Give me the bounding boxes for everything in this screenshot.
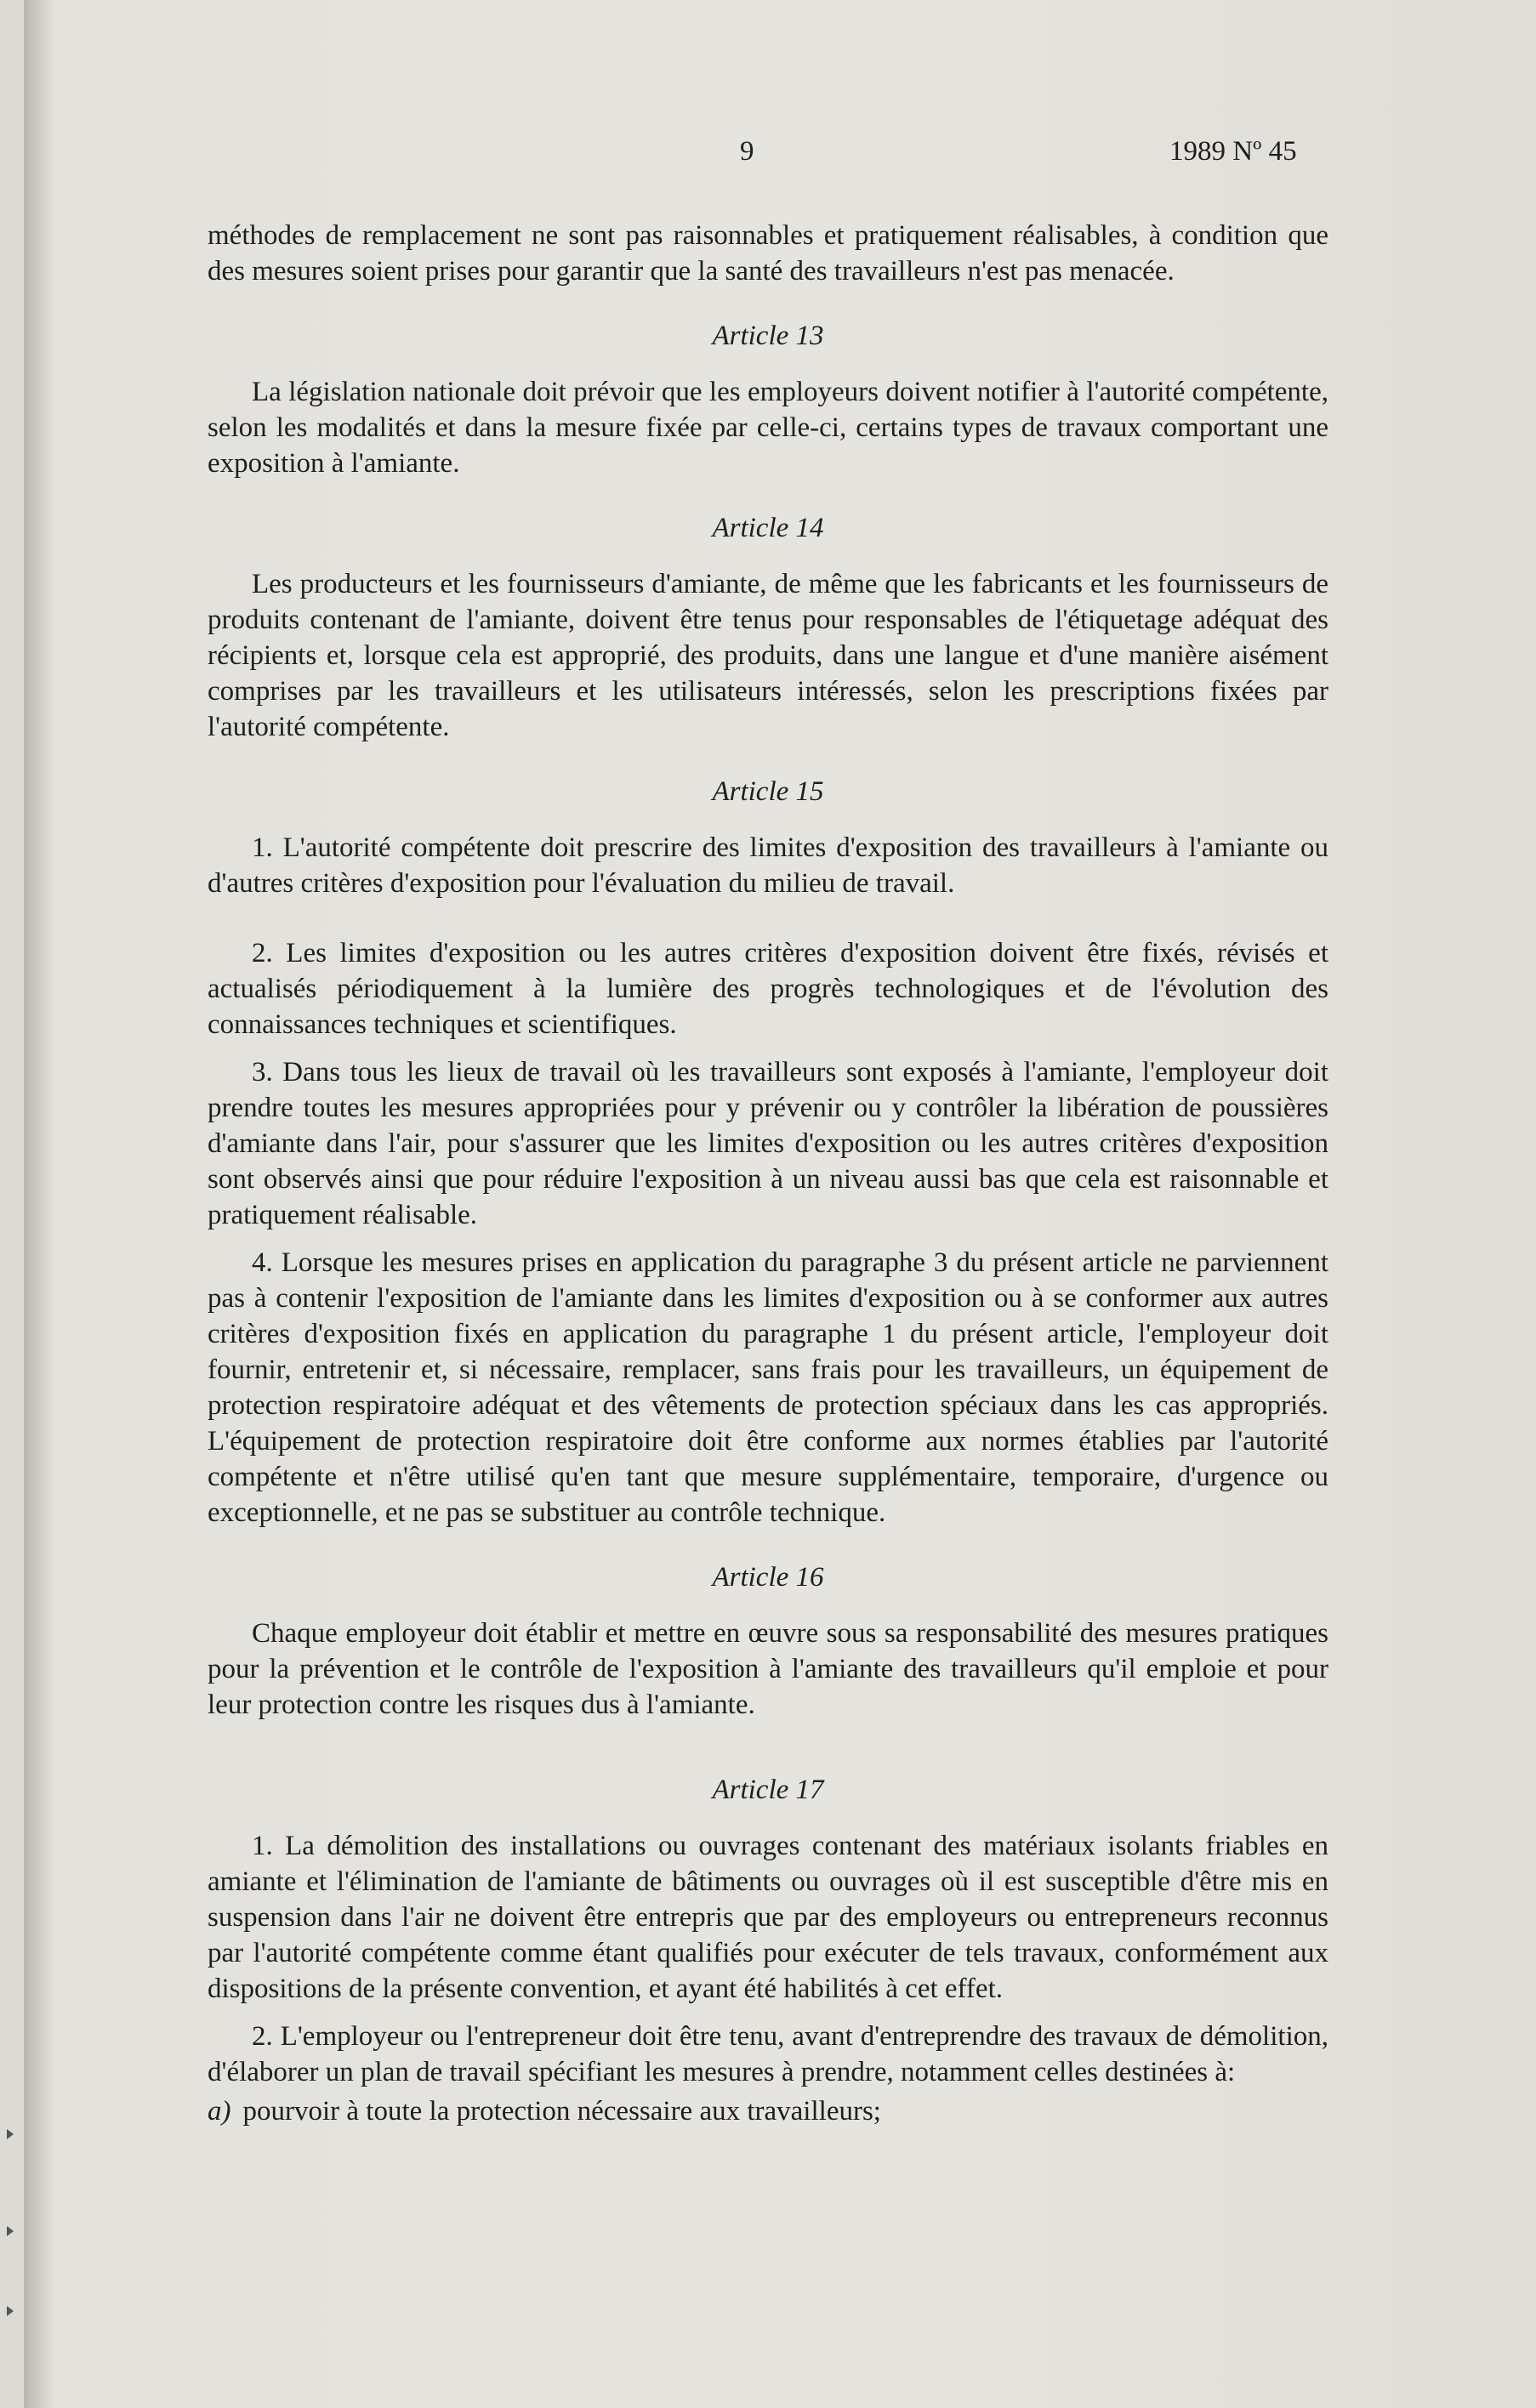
article-15-heading: Article 15 — [712, 776, 824, 807]
document-body — [208, 218, 1328, 2141]
margin-arrow-mark — [7, 2306, 14, 2316]
article-17-paragraph-2: 2. L'employeur ou l'entrepreneur doit être tenu, avant d'entreprendre des travaux de démolition, d'élaborer un plan de travail spécifiant les mesures à prendre, notamment celles destinées à: — [208, 2021, 1328, 2087]
page-header — [0, 128, 1536, 179]
article-14-paragraph: Les producteurs et les fournisseurs d'amiante, de même que les fabricants et les fournisseurs de produits contenant de l'amiante, doivent être tenus pour responsables de l'étiquetage adéquat des récipients et, lorsque cela est approprié, des produits, dans une langue et d'une manière aisément comprises par les travailleurs et les utilisateurs intéressés, selon les prescriptions fixées par l'autorité compétente. — [208, 569, 1328, 742]
article-17-item-a — [208, 2093, 1328, 2129]
item-letter: a) — [208, 2096, 231, 2127]
article-15-paragraph-2: 2. Les limites d'exposition ou les autres critères d'exposition doivent être fixés, révisés et actualisés périodiquement à la lumière des progrès technologiques et de l'évolution des connaissances techniques et scientifiques. — [208, 938, 1328, 1040]
article-16-heading: Article 16 — [712, 1562, 824, 1593]
margin-arrow-mark — [7, 2226, 14, 2236]
page-number: 9 — [740, 136, 754, 167]
article-13-heading: Article 13 — [712, 321, 824, 351]
article-17-paragraph-1: 1. La démolition des installations ou ouvrages contenant des matériaux isolants friables en amiante et l'élimination de l'amiante de bâtiments ou ouvrages où il est susceptible d'être mis en suspension dans l'air ne doivent être entrepris que par des employeurs ou entrepreneurs reconnus par l'autorité compétente comme étant qualifiés pour exécuter de tels travaux, conformément aux dispositions de la présente convention, et ayant été habilités à cet effet. — [208, 1831, 1328, 2004]
article-17-heading: Article 17 — [712, 1775, 824, 1805]
article-13-paragraph: La législation nationale doit prévoir que les employeurs doivent notifier à l'autorité compétente, selon les modalités et dans la mesure fixée par celle-ci, certains types de travaux comportant une exposition à l'amiante. — [208, 377, 1328, 479]
article-14-heading: Article 14 — [712, 513, 824, 543]
article-15-paragraph-3: 3. Dans tous les lieux de travail où les travailleurs sont exposés à l'amiante, l'employeur doit prendre toutes les mesures appropriées pour y prévenir ou y contrôler la libération de poussières d'amiante dans l'air, pour s'assurer que les limites d'exposition ou les autres critères d'exposition sont observés ainsi que pour réduire l'exposition à un niveau aussi bas que cela est raisonnable et pratiquement réalisable. — [208, 1057, 1328, 1230]
article-16-paragraph: Chaque employeur doit établir et mettre en œuvre sous sa responsabilité des mesures pratiques pour la prévention et le contrôle de l'exposition à l'amiante des travailleurs qu'il emploie et pour leur protection contre les risques dus à l'amiante. — [208, 1618, 1328, 1720]
article-15-paragraph-1: 1. L'autorité compétente doit prescrire des limites d'exposition des travailleurs à l'amiante ou d'autres critères d'exposition pour l'évaluation du milieu de travail. — [208, 832, 1328, 899]
document-reference: 1989 Nº 45 — [1169, 136, 1297, 167]
article-15-paragraph-4: 4. Lorsque les mesures prises en application du paragraphe 3 du présent article ne parviennent pas à contenir l'exposition de l'amiante dans les limites d'exposition ou à se conformer aux autres critères d'exposition fixés en application du paragraphe 1 du présent article, l'employeur doit fournir, entretenir et, si nécessaire, remplacer, sans frais pour les travailleurs, un équipement de protection respiratoire adéquat et des vêtements de protection spéciaux dans les cas appropriés. L'équipement de protection respiratoire doit être conforme aux normes établies par l'autorité compétente et n'être utilisé qu'en tant que mesure supplémentaire, temporaire, d'urgence ou exceptionnelle, et ne pas se substituer au contrôle technique. — [208, 1247, 1328, 1528]
intro-paragraph: méthodes de remplacement ne sont pas raisonnables et pratiquement réalisables, à condition que des mesures soient prises pour garantir que la santé des travailleurs n'est pas menacée. — [208, 220, 1328, 287]
item-text: pourvoir à toute la protection nécessaire aux travailleurs; — [242, 2096, 881, 2127]
binding-shadow — [24, 0, 49, 2408]
margin-arrow-mark — [7, 2129, 14, 2139]
